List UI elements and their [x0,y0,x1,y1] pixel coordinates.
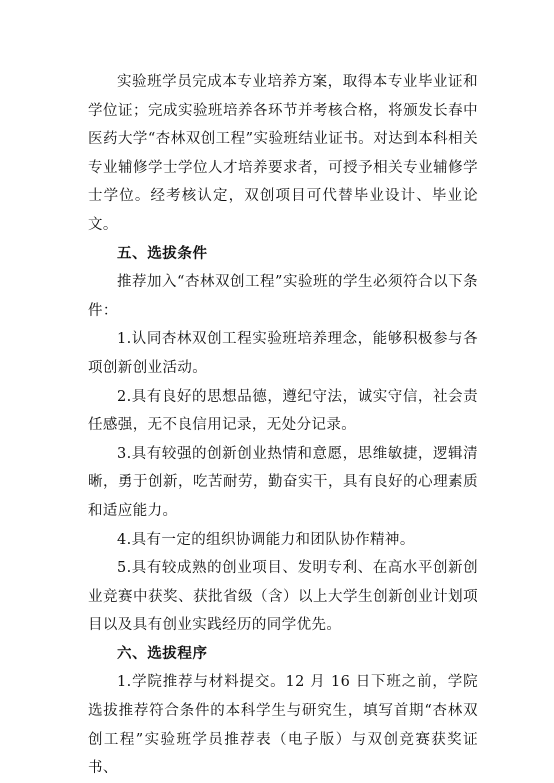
paragraph-graduation-certificate: 实验班学员完成本专业培养方案，取得本专业毕业证和学位证；完成实验班培养各环节并考核合格，将颁发长春中医药大学“杏林双创工程”实验班结业证书。对达到本科相关专业辅修学士学位人才培养要求者，可授予相关专业辅修学士学位。经考核认定，双创项目可代替毕业设计、毕业论文。 [88,74,478,233]
criteria-item-4: 4.具有一定的组织协调能力和团队协作精神。 [117,531,415,548]
criteria-item-1: 1.认同杏林双创工程实验班培养理念，能够积极参与各项创新创业活动。 [88,331,478,376]
document-page [88,68,478,783]
criteria-item-5: 5.具有较成熟的创业项目、发明专利、在高水平创新创业竞赛中获奖、获批省级（含）以上大学生创新创业计划项目以及具有创业实践经历的同学优先。 [88,560,478,634]
paragraph-criteria-intro: 推荐加入“杏林双创工程”实验班的学生必须符合以下条件： [88,274,478,319]
procedure-item-1: 1.学院推荐与材料提交。12 月 16 日下班之前，学院选拔推荐符合条件的本科学生与研究生，填写首期“杏林双创工程”实验班学员推荐表（电子版）与双创竞赛获奖证书、 [88,674,478,777]
criteria-item-2: 2.具有良好的思想品德，遵纪守法，诚实守信，社会责任感强，无不良信用记录，无处分记录。 [88,388,478,434]
criteria-item-3: 3.具有较强的创新创业热情和意愿，思维敏捷，逻辑清晰，勇于创新，吃苦耐劳，勤奋实干，具有良好的心理素质和适应能力。 [88,445,478,519]
section-heading-selection-procedure: 六、选拔程序 [117,645,208,662]
section-heading-selection-criteria: 五、选拔条件 [117,245,208,262]
